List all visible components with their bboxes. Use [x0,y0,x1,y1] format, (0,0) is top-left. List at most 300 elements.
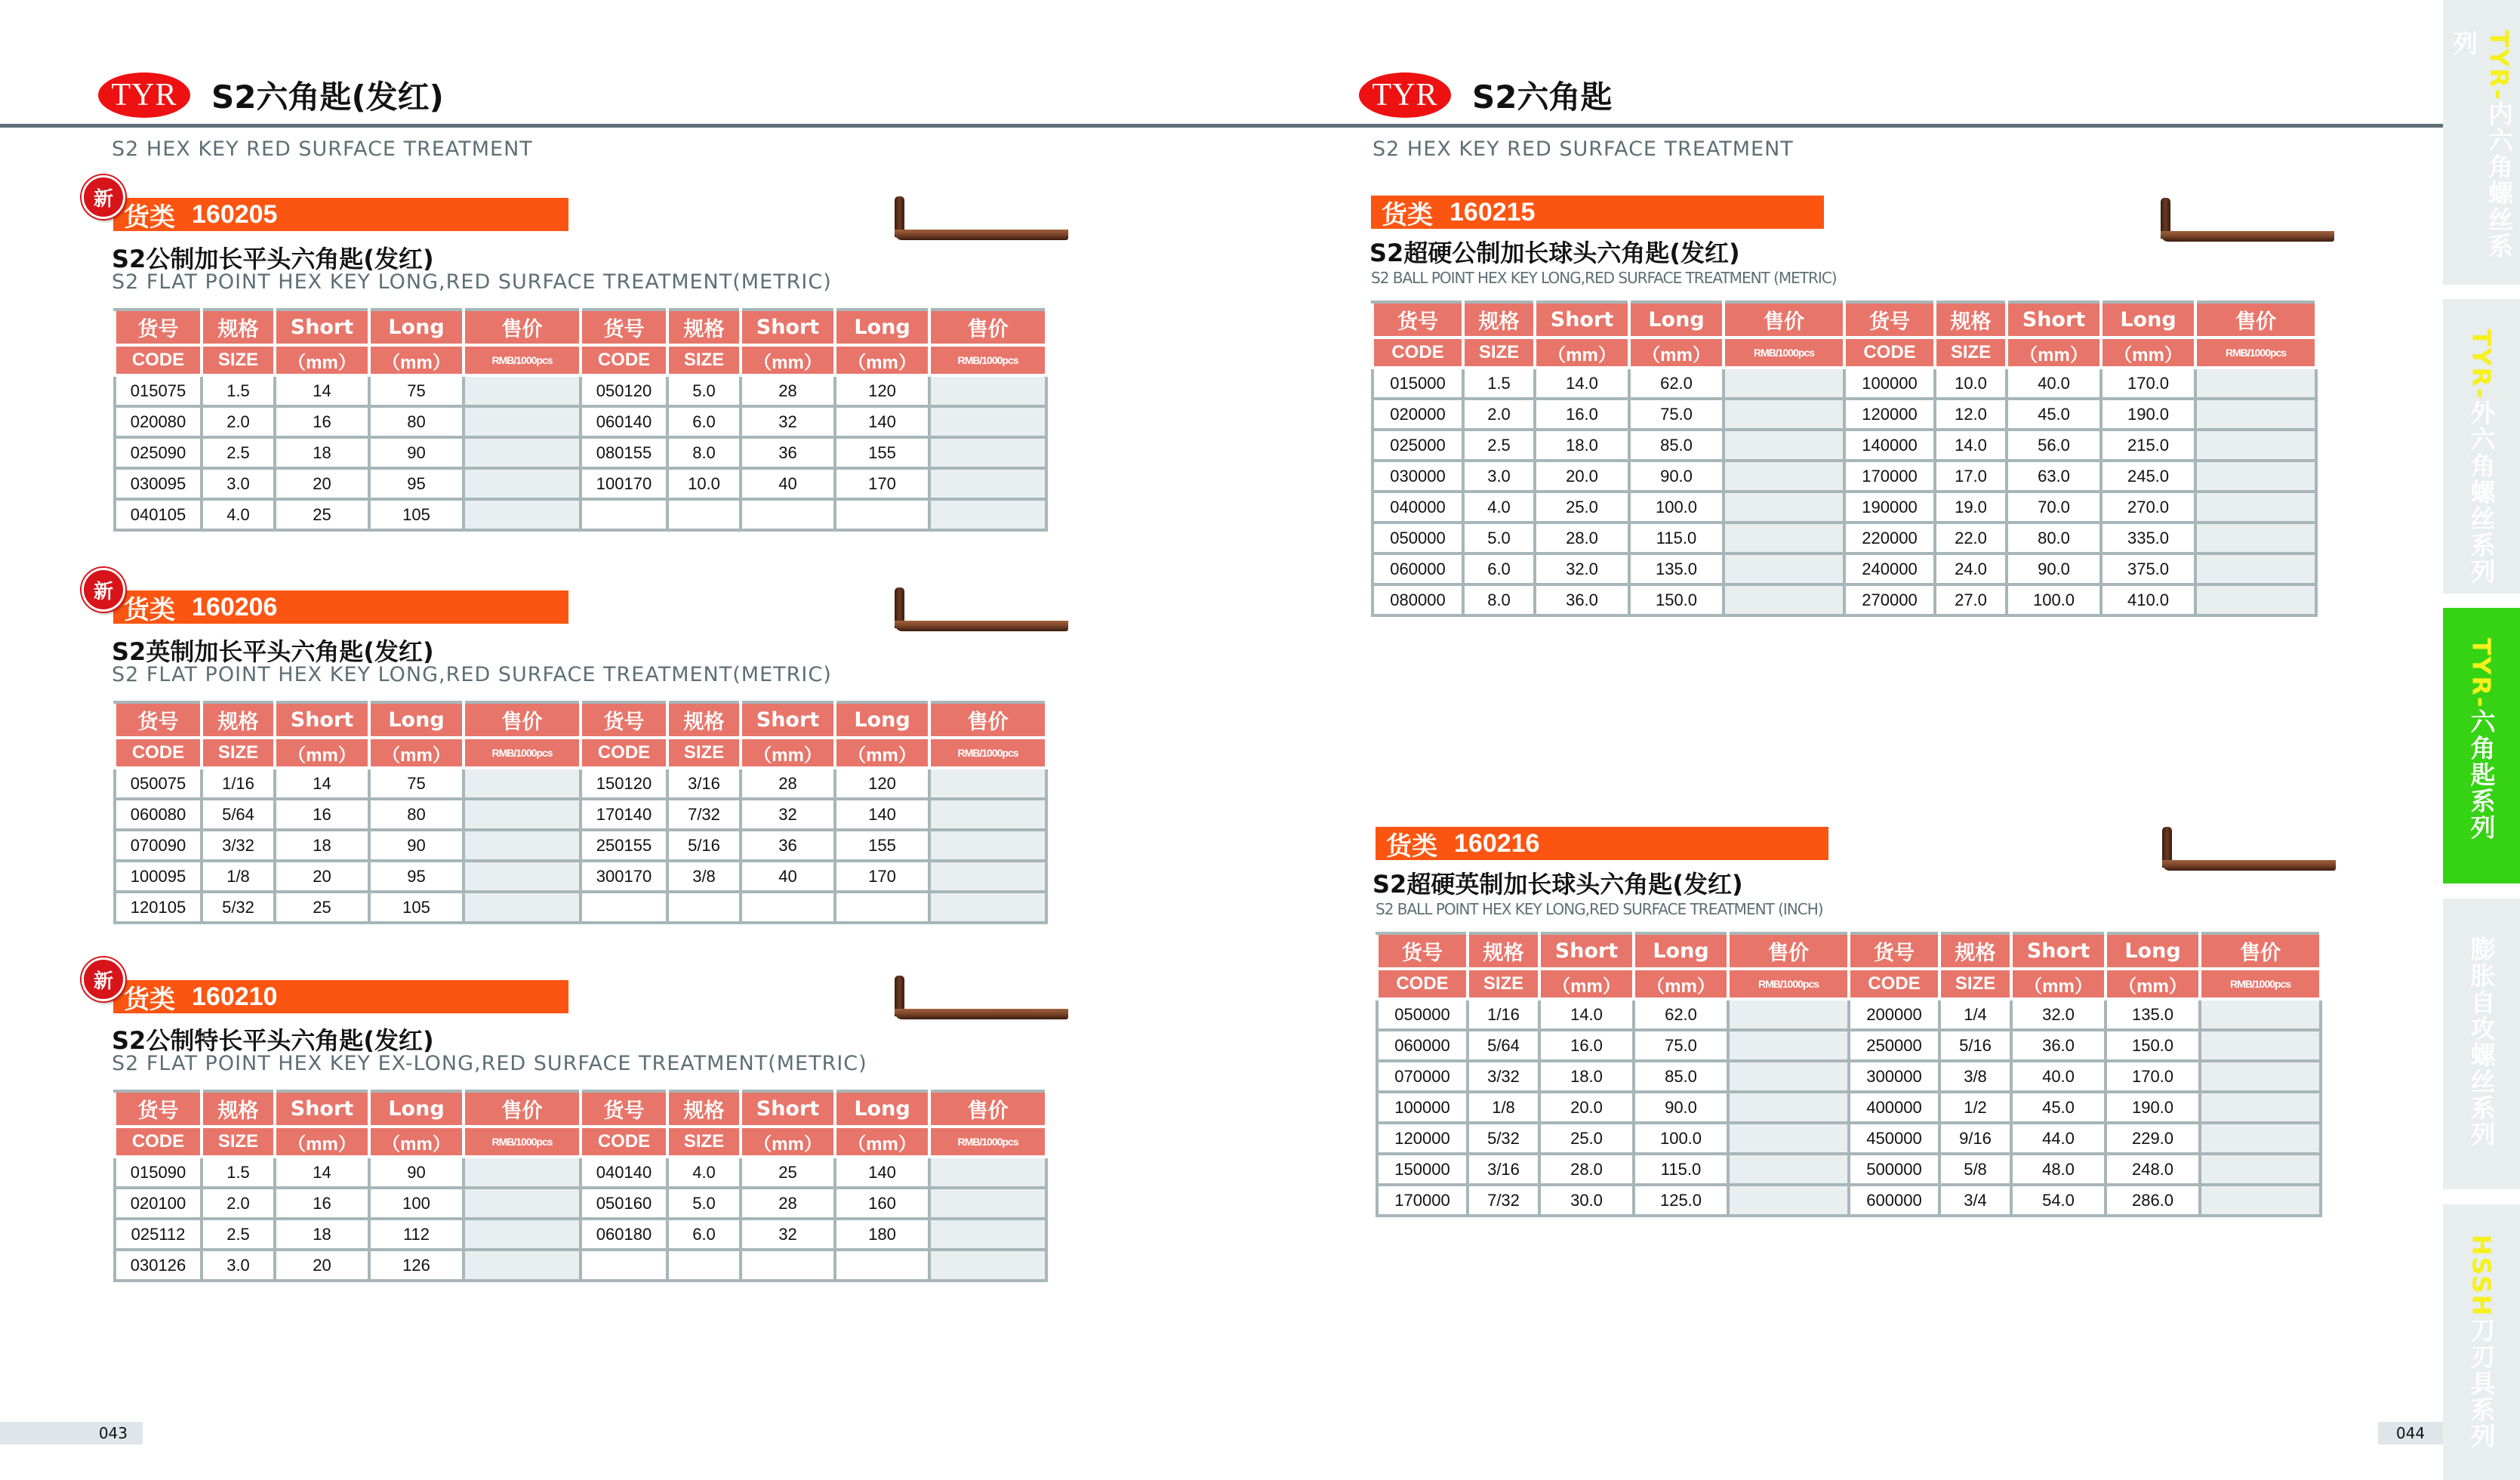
code-cell: 200000 [1849,999,1939,1030]
long-cell: 155 [835,830,929,861]
column-unit: CODE [1849,969,1939,999]
long-cell: 150.0 [1629,584,1724,615]
size-cell: 1/8 [202,861,275,892]
category-label: 货类 [124,984,175,1015]
section-subtitle: S2 FLAT POINT HEX KEY EX-LONG,RED SURFACE TREATMENT(METRIC) [112,1052,867,1075]
price-cell [1724,461,1844,492]
long-cell: 100.0 [1629,492,1724,523]
short-cell: 25.0 [1535,492,1629,523]
new-badge: 新 [82,175,125,219]
price-cell [2200,1061,2321,1092]
long-cell: 245.0 [2101,461,2195,492]
price-cell [929,1219,1046,1250]
column-header: 规格 [667,702,741,738]
code-cell: 100000 [1844,368,1935,399]
column-header: 货号 [1377,933,1468,969]
code-cell: 120000 [1377,1123,1468,1154]
short-cell: 32 [741,406,835,437]
price-cell [2200,1123,2321,1154]
column-unit: RMB/1000pcs [1724,338,1844,368]
size-cell: 3.0 [1463,461,1535,492]
long-cell: 215.0 [2101,430,2195,461]
long-cell: 120 [835,375,929,406]
short-cell: 54.0 [2011,1185,2106,1216]
column-header: 货号 [581,1091,667,1127]
code-cell [581,892,667,923]
short-cell: 70.0 [2007,492,2101,523]
table-row [1372,430,2316,461]
short-cell: 20 [275,861,369,892]
size-cell: 1/8 [1468,1092,1539,1123]
spec-table [113,701,1048,924]
long-cell: 95 [369,468,464,499]
column-unit: RMB/1000pcs [464,1127,581,1157]
size-cell: 12.0 [1935,399,2007,430]
column-header: 售价 [929,310,1046,345]
column-unit: （mm） [369,738,464,768]
column-unit: （mm） [2007,338,2101,368]
category-bar [1371,196,1824,229]
short-cell: 16 [275,799,369,830]
column-unit: （mm） [369,1127,464,1157]
long-cell: 75 [369,375,464,406]
category-bar [1376,827,1828,860]
long-cell: 90 [369,437,464,468]
short-cell: 20 [275,1250,369,1281]
code-cell: 030126 [115,1250,202,1281]
column-unit: SIZE [202,345,275,375]
price-cell [2200,999,2321,1030]
size-cell: 5/32 [1468,1123,1539,1154]
price-cell [464,861,581,892]
price-cell [1728,1061,1849,1092]
code-cell: 050075 [115,768,202,799]
column-header: 规格 [1463,302,1535,338]
code-cell: 270000 [1844,584,1935,615]
code-cell: 025000 [1372,430,1463,461]
category-bar [113,590,568,624]
code-cell: 170140 [581,799,667,830]
code-cell: 060000 [1377,1030,1468,1061]
price-cell [929,1188,1046,1219]
size-cell: 22.0 [1935,523,2007,553]
column-header: 售价 [2200,933,2321,969]
column-header: 售价 [464,310,581,345]
sidebar-tab-self-tapping-screws[interactable] [2443,899,2520,1189]
table-row [115,861,1046,892]
column-header: Short [275,702,369,738]
long-cell: 170 [835,468,929,499]
table-header-row [115,702,1046,738]
price-cell [1724,492,1844,523]
column-header: 规格 [202,310,275,345]
long-cell: 155 [835,437,929,468]
column-unit: RMB/1000pcs [929,345,1046,375]
hex-key-image [895,976,1068,1028]
code-cell: 220000 [1844,523,1935,553]
code-cell: 050000 [1372,523,1463,553]
long-cell: 90.0 [1629,461,1724,492]
short-cell: 20 [275,468,369,499]
short-cell: 40.0 [2011,1061,2106,1092]
table-row [115,768,1046,799]
column-header: Long [1629,302,1724,338]
size-cell [667,499,741,530]
price-cell [464,799,581,830]
spec-table [1371,301,2318,617]
long-cell: 100.0 [1634,1123,1728,1154]
size-cell: 2.5 [202,1219,275,1250]
sidebar-tab-hex-keys[interactable] [2443,608,2520,883]
short-cell: 30.0 [1539,1185,1634,1216]
code-cell: 040140 [581,1157,667,1188]
size-cell: 19.0 [1935,492,2007,523]
price-cell [464,375,581,406]
short-cell: 32.0 [2011,999,2106,1030]
long-cell: 135.0 [1629,553,1724,584]
code-cell: 600000 [1849,1185,1939,1216]
price-cell [464,768,581,799]
size-cell: 6.0 [667,406,741,437]
size-cell: 5/16 [667,830,741,861]
price-cell [1724,584,1844,615]
size-cell: 27.0 [1935,584,2007,615]
column-unit: SIZE [1939,969,2011,999]
long-cell: 90.0 [1634,1092,1728,1123]
size-cell: 4.0 [1463,492,1535,523]
code-cell: 400000 [1849,1092,1939,1123]
size-cell: 5.0 [667,375,741,406]
long-cell: 75.0 [1634,1030,1728,1061]
table-row [115,799,1046,830]
size-cell: 7/32 [1468,1185,1539,1216]
size-cell: 6.0 [667,1219,741,1250]
table-row [115,1157,1046,1188]
category-code: 160206 [192,592,278,621]
tyr-logo: TYR [1359,72,1451,118]
new-badge: 新 [82,568,125,612]
column-unit: CODE [1377,969,1468,999]
long-cell: 90 [369,1157,464,1188]
short-cell: 44.0 [2011,1123,2106,1154]
column-header: Long [369,310,464,345]
column-unit: CODE [1372,338,1463,368]
code-cell: 040000 [1372,492,1463,523]
section-title: S2公制加长平头六角匙(发红) [112,245,434,273]
column-header: Short [741,1091,835,1127]
long-cell: 75 [369,768,464,799]
table-header-row [1377,969,2321,999]
column-unit: CODE [581,1127,667,1157]
column-header: 货号 [1849,933,1939,969]
tyr-logo: TYR [98,72,190,118]
code-cell: 050120 [581,375,667,406]
long-cell: 229.0 [2106,1123,2200,1154]
size-cell [667,892,741,923]
short-cell: 14 [275,1157,369,1188]
sidebar-tab-socket-screws[interactable] [2443,0,2520,285]
code-cell: 150120 [581,768,667,799]
short-cell: 18.0 [1535,430,1629,461]
code-cell: 015090 [115,1157,202,1188]
hex-key-image [895,587,1068,640]
code-cell: 025090 [115,437,202,468]
column-header: 规格 [667,310,741,345]
short-cell: 36 [741,830,835,861]
column-unit: （mm） [1634,969,1728,999]
column-header: Short [2007,302,2101,338]
size-cell: 5/64 [1468,1030,1539,1061]
price-cell [464,1250,581,1281]
page-subtitle: S2 HEX KEY RED SURFACE TREATMENT [1372,137,1794,161]
size-cell [667,1250,741,1281]
code-cell: 300000 [1849,1061,1939,1092]
column-unit: RMB/1000pcs [929,1127,1046,1157]
section-subtitle: S2 FLAT POINT HEX KEY LONG,RED SURFACE TREATMENT(METRIC) [112,270,832,294]
size-cell: 3.0 [202,1250,275,1281]
short-cell: 20.0 [1539,1092,1634,1123]
code-cell: 250000 [1849,1030,1939,1061]
table-row [115,499,1046,530]
column-unit: （mm） [275,1127,369,1157]
short-cell: 36.0 [1535,584,1629,615]
column-unit: RMB/1000pcs [2200,969,2321,999]
price-cell [2195,430,2316,461]
price-cell [929,768,1046,799]
size-cell: 1/16 [202,768,275,799]
price-cell [464,1188,581,1219]
short-cell: 25 [741,1157,835,1188]
table-row [1372,399,2316,430]
column-unit: CODE [115,345,202,375]
long-cell: 170.0 [2101,368,2195,399]
long-cell [835,1250,929,1281]
price-cell [929,437,1046,468]
price-cell [2200,1154,2321,1185]
size-cell: 5/16 [1939,1030,2011,1061]
column-unit: （mm） [275,345,369,375]
size-cell: 5/32 [202,892,275,923]
column-header: 售价 [1724,302,1844,338]
size-cell: 3/16 [667,768,741,799]
section-subtitle: S2 BALL POINT HEX KEY LONG,RED SURFACE TREATMENT (INCH) [1376,900,1823,918]
code-cell: 015075 [115,375,202,406]
long-cell: 90 [369,830,464,861]
long-cell: 190.0 [2106,1092,2200,1123]
short-cell [741,1250,835,1281]
table-row [115,830,1046,861]
long-cell: 140 [835,1157,929,1188]
price-cell [929,1157,1046,1188]
long-cell: 80 [369,406,464,437]
column-header: Short [275,310,369,345]
short-cell: 16.0 [1539,1030,1634,1061]
category-code: 160205 [192,199,278,229]
table-header-row [1372,338,2316,368]
size-cell: 8.0 [1463,584,1535,615]
code-cell: 060080 [115,799,202,830]
price-cell [929,468,1046,499]
price-cell [929,861,1046,892]
price-cell [464,499,581,530]
code-cell: 020080 [115,406,202,437]
column-unit: CODE [581,345,667,375]
column-header: Long [369,702,464,738]
column-header: 规格 [1939,933,2011,969]
column-header: 售价 [464,1091,581,1127]
column-unit: （mm） [2106,969,2200,999]
column-header: 货号 [581,310,667,345]
size-cell: 5/8 [1939,1154,2011,1185]
table-header-row [1377,933,2321,969]
code-cell: 100095 [115,861,202,892]
column-header: Long [2106,933,2200,969]
column-header: Long [835,1091,929,1127]
table-header-row [115,1091,1046,1127]
sidebar-tab-hex-screws[interactable] [2443,299,2520,594]
column-header: 售价 [2195,302,2316,338]
table-header-row [115,310,1046,345]
table-row [115,1250,1046,1281]
price-cell [1728,1185,1849,1216]
code-cell: 100000 [1377,1092,1468,1123]
size-cell: 2.5 [1463,430,1535,461]
column-header: Short [1535,302,1629,338]
code-cell: 080000 [1372,584,1463,615]
table-row [1372,553,2316,584]
short-cell: 28.0 [1539,1154,1634,1185]
column-header: Long [835,310,929,345]
price-cell [929,1250,1046,1281]
price-cell [929,375,1046,406]
short-cell: 36.0 [2011,1030,2106,1061]
column-unit: SIZE [667,1127,741,1157]
short-cell: 32 [741,799,835,830]
short-cell: 18.0 [1539,1061,1634,1092]
short-cell: 14 [275,768,369,799]
short-cell: 80.0 [2007,523,2101,553]
column-unit: （mm） [835,738,929,768]
price-cell [2195,461,2316,492]
table-header-row [1372,302,2316,338]
hex-key-image [2161,198,2334,251]
table-row [1377,1092,2321,1123]
category-bar [113,980,568,1013]
hex-key-image [895,196,1068,249]
short-cell: 40.0 [2007,368,2101,399]
code-cell: 015000 [1372,368,1463,399]
code-cell: 120105 [115,892,202,923]
size-cell: 3.0 [202,468,275,499]
long-cell: 100 [369,1188,464,1219]
code-cell: 050160 [581,1188,667,1219]
price-cell [464,468,581,499]
short-cell: 56.0 [2007,430,2101,461]
category-label: 货类 [124,594,175,625]
short-cell: 18 [275,1219,369,1250]
table-row [1377,1154,2321,1185]
category-code: 160210 [192,982,278,1011]
size-cell: 5.0 [1463,523,1535,553]
short-cell [741,892,835,923]
table-row [1372,523,2316,553]
price-cell [2195,523,2316,553]
short-cell: 16.0 [1535,399,1629,430]
column-unit: RMB/1000pcs [929,738,1046,768]
spec-table [1376,932,2322,1217]
code-cell: 170000 [1844,461,1935,492]
sidebar-tab-hssh-tools[interactable] [2443,1204,2520,1480]
price-cell [1724,399,1844,430]
sidebar-tab-label: HSSH刀刃具系列 [2466,1235,2497,1450]
short-cell [741,499,835,530]
short-cell: 90.0 [2007,553,2101,584]
spec-table [113,1090,1048,1282]
size-cell: 14.0 [1935,430,2007,461]
new-badge: 新 [82,957,125,1001]
long-cell: 126 [369,1250,464,1281]
column-header: 规格 [202,702,275,738]
size-cell: 2.0 [202,1188,275,1219]
short-cell: 48.0 [2011,1154,2106,1185]
short-cell: 16 [275,406,369,437]
code-cell: 500000 [1849,1154,1939,1185]
column-unit: （mm） [275,738,369,768]
table-row [1377,1061,2321,1092]
table-row [115,375,1046,406]
price-cell [464,830,581,861]
short-cell: 28 [741,375,835,406]
price-cell [1728,1092,1849,1123]
column-unit: RMB/1000pcs [464,345,581,375]
price-cell [2200,1092,2321,1123]
page-title: S2六角匙(发红) [211,79,444,116]
column-unit: （mm） [741,738,835,768]
price-cell [929,406,1046,437]
table-row [1377,1030,2321,1061]
long-cell: 75.0 [1629,399,1724,430]
column-unit: （mm） [369,345,464,375]
size-cell: 1/4 [1939,999,2011,1030]
section-title: S2超硬英制加长球头六角匙(发红) [1372,870,1743,899]
column-header: 货号 [1844,302,1935,338]
price-cell [929,830,1046,861]
size-cell: 9/16 [1939,1123,2011,1154]
price-cell [1728,1030,1849,1061]
price-cell [929,799,1046,830]
long-cell: 62.0 [1629,368,1724,399]
code-cell: 170000 [1377,1185,1468,1216]
code-cell: 025112 [115,1219,202,1250]
size-cell: 4.0 [667,1157,741,1188]
code-cell: 190000 [1844,492,1935,523]
code-cell: 020100 [115,1188,202,1219]
column-unit: （mm） [741,345,835,375]
sidebar-tab-label: TYR-外六角螺丝系列 [2466,329,2497,585]
long-cell: 105 [369,892,464,923]
table-row [115,468,1046,499]
long-cell: 85.0 [1634,1061,1728,1092]
size-cell: 2.0 [202,406,275,437]
column-unit: RMB/1000pcs [2195,338,2316,368]
column-header: Short [275,1091,369,1127]
size-cell: 3/4 [1939,1185,2011,1216]
table-row [1372,492,2316,523]
category-label: 货类 [124,202,175,233]
code-cell: 070000 [1377,1061,1468,1092]
short-cell: 32.0 [1535,553,1629,584]
table-header-row [115,1127,1046,1157]
